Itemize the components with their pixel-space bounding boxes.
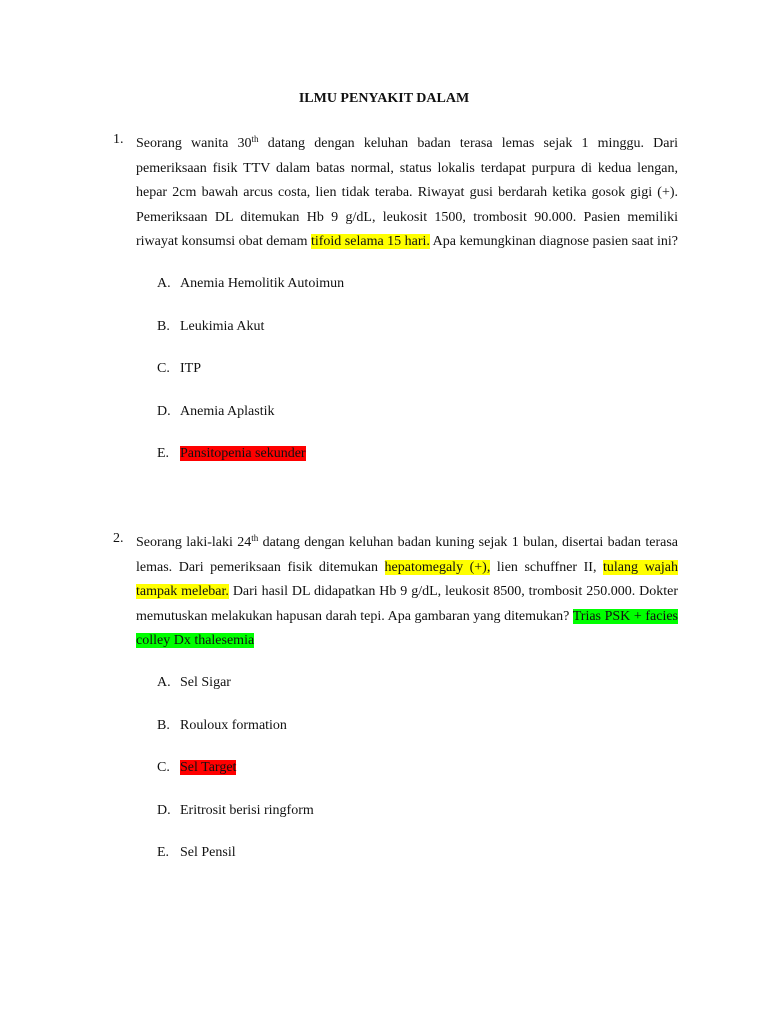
highlighted-phrase: tifoid selama 15 hari. [310,234,430,249]
question-text [136,132,678,255]
question-text-segment: datang dengan keluhan badan kuning sejak 1 bulan, disertai badan terasa lemas. Dari pemeriksaan fisik ditemukan [136,535,679,575]
question-text-segment: Seorang laki-laki 24 [136,535,252,550]
option-text-marked-answer: Sel Target [180,760,237,775]
answer-option-e [157,845,236,861]
option-text: Rouloux formation [180,717,287,733]
question-text-segment: lien schuffner II, [490,559,604,575]
answer-option-c [157,760,236,776]
highlighted-phrase: tulang wajah tampak melebar. [136,559,678,599]
option-letter: C. [157,760,170,775]
question-text-segment: Dari hasil DL didapatkan Hb 9 g/dL, leukosit 8500, trombosit 250.000. Dokter memutuskan melakukan hapusan darah tepi. Apa gambaran yang ditemukan? [136,584,678,624]
answer-option-a [157,276,344,292]
option-letter: A. [157,675,171,690]
option-text: Eritrosit berisi ringform [180,802,314,818]
option-letter: B. [157,318,170,334]
option-letter: D. [157,802,171,818]
option-text-marked-answer: Pansitopenia sekunder [180,446,306,461]
question-2 [113,531,678,654]
option-text: Anemia Hemolitik Autoimun [180,276,345,291]
option-text: Leukimia Akut [180,318,265,334]
option-text: ITP [180,361,201,376]
answer-option-e [157,446,306,462]
ordinal-superscript: th [251,134,259,144]
option-text: Sel Pensil [180,845,236,860]
option-text: Anemia Aplastik [180,403,275,419]
question-1 [113,132,678,255]
question-text [136,531,678,654]
answer-option-b [157,718,287,734]
option-letter: E. [157,446,170,461]
question-number: 2. [113,531,124,546]
question-text-segment: Apa kemungkinan diagnose pasien saat ini? [429,234,678,249]
option-letter: B. [157,717,170,733]
answer-option-d [157,803,314,819]
ordinal-superscript: th [251,533,259,543]
question-text-segment: Seorang wanita 30 [136,136,252,151]
option-letter: D. [157,403,171,419]
answer-option-a [157,675,231,691]
highlighted-phrase: hepatomegaly (+), [384,559,491,575]
option-letter: A. [157,276,171,291]
page-title: ILMU PENYAKIT DALAM [298,91,470,106]
answer-option-d [157,404,275,420]
option-text: Sel Sigar [180,675,231,690]
option-letter: C. [157,361,170,376]
answer-option-b [157,319,264,335]
question-number: 1. [113,132,124,147]
highlighted-phrase: Trias PSK + facies colley Dx thalesemia [136,608,678,648]
option-letter: E. [157,845,170,860]
question-text-segment: datang dengan keluhan badan terasa lemas sejak 1 minggu. Dari pemeriksaan fisik TTV dalam batas normal, status lokalis terdapat purpura di kedua lengan, hepar 2cm bawah arcus costa, lien tidak teraba. Riwayat gusi berdarah ketika gosok gigi (+). Pemeriksaan DL ditemukan Hb 9 g/dL, leukosit 1500, trombosit 90.000. Pasien memiliki riwayat konsumsi obat demam [136,136,678,249]
answer-option-c [157,361,201,377]
